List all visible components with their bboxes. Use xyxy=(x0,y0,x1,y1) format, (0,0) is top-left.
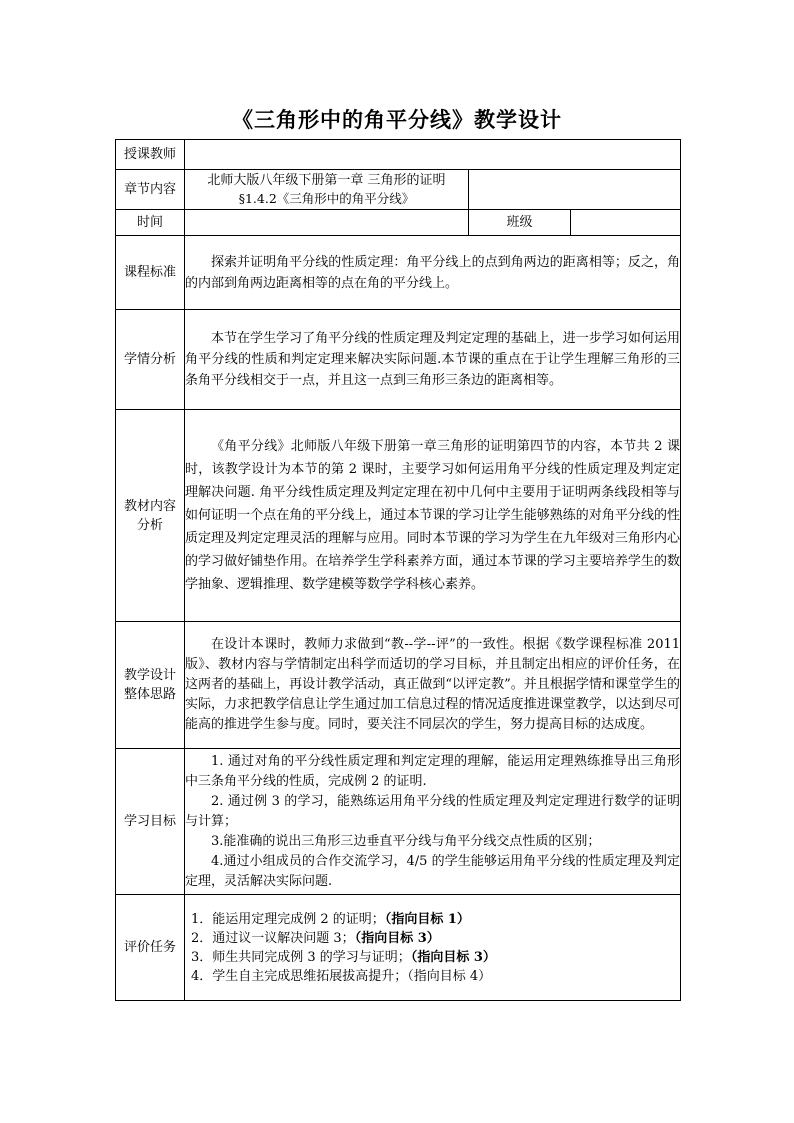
task-text: 2．通过议一议解决问题 3； xyxy=(191,930,355,946)
label-class: 班级 xyxy=(469,210,571,236)
goal-item: 1. 通过对角的平分线性质定理和判定定理的理解，能运用定理熟练推导出三角形中三条角平分线的性质，完成例 2 的证明. xyxy=(185,753,681,789)
task-text: 4．学生自主完成思维拓展拔高提升； xyxy=(191,968,408,984)
value-goals-cell xyxy=(185,749,681,895)
value-class xyxy=(571,210,681,236)
lesson-plan-table xyxy=(115,139,681,1001)
value-learner-cell xyxy=(185,310,681,410)
row-goals xyxy=(116,749,681,895)
value-tasks-cell xyxy=(185,895,681,1001)
label-tasks: 评价任务 xyxy=(116,895,185,1001)
row-design xyxy=(116,622,681,749)
value-design-cell xyxy=(185,622,681,749)
task-item xyxy=(185,967,676,986)
row-chapter xyxy=(116,170,681,210)
row-standard xyxy=(116,236,681,310)
label-design-line-1: 教学设计 xyxy=(123,668,176,683)
value-standard-cell xyxy=(185,236,681,310)
document-title: 《三角形中的角平分线》教学设计 xyxy=(232,107,562,132)
goal-item: 2. 通过例 3 的学习，能熟练运用角平分线的性质定理及判定定理进行数学的证明与计算； xyxy=(185,793,681,829)
label-standard: 课程标准 xyxy=(116,236,185,310)
row-tasks xyxy=(116,895,681,1001)
label-learner: 学情分析 xyxy=(116,310,185,410)
task-target: （指向目标 3） xyxy=(354,930,440,946)
design-text: 在设计本课时，教师力求做到“教--学--评”的一致性。根据《数学课程标准 2011 版》、教材内容与学情制定出科学而适切的学习目标，并且制定出相应的评价任务，在这两者的基础上，再设计教学活动，真正做到“以评定教”。并且根据学情和课堂学生的实际，力求把教学信息让学生通过加工信息过程的情况适度推进课堂教学，以达到尽可能高的推进学生参与度。同时，要关注不同层次的学生，努力提高目标的达成度。 xyxy=(185,637,681,732)
task-item xyxy=(185,948,676,967)
row-material xyxy=(116,410,681,622)
task-text: 1．能运用定理完成例 2 的证明； xyxy=(191,911,385,927)
value-material-cell xyxy=(185,410,681,622)
label-chapter: 章节内容 xyxy=(116,170,185,210)
row-time xyxy=(116,210,681,236)
learner-text: 本节在学生学习了角平分线的性质定理及判定定理的基础上，进一步学习如何运用角平分线的性质和判定定理来解决实际问题.本节课的重点在于让学生理解三角形的三条角平分线相交于一点，并且这一点到三角形三条边的距离相等。 xyxy=(185,331,681,388)
value-teacher xyxy=(185,140,681,170)
chapter-line-1: 北师大版八年级下册第一章 三角形的证明 xyxy=(207,172,446,188)
goal-item: 3.能准确的说出三角形三边垂直平分线与角平分线交点性质的区别； xyxy=(211,833,601,849)
label-material-line-2: 分析 xyxy=(136,517,163,533)
label-goals: 学习目标 xyxy=(116,749,185,895)
label-design xyxy=(116,622,185,749)
task-item xyxy=(185,910,676,929)
chapter-line-2: §1.4.2《三角形中的角平分线》 xyxy=(238,190,415,206)
task-target: （指向目标 1） xyxy=(384,911,470,927)
chapter-blank xyxy=(469,170,681,210)
task-item xyxy=(185,929,676,948)
task-text: 3．师生共同完成例 3 的学习与证明； xyxy=(191,949,411,965)
row-learner xyxy=(116,310,681,410)
row-teacher xyxy=(116,140,681,170)
standard-text: 探索并证明角平分线的性质定理：角平分线上的点到角两边的距离相等；反之，角的内部到角两边距离相等的点在角的平分线上。 xyxy=(185,254,681,291)
label-teacher: 授课教师 xyxy=(116,140,185,170)
task-target: （指向目标 4） xyxy=(407,968,492,984)
value-time xyxy=(185,210,469,236)
goal-item: 4.通过小组成员的合作交流学习，4/5 的学生能够运用角平分线的性质定理及判定定理，灵活解决实际问题. xyxy=(185,853,681,889)
task-target: （指向目标 3） xyxy=(410,949,496,965)
label-material xyxy=(116,410,185,622)
label-time: 时间 xyxy=(116,210,185,236)
label-material-line-1: 教材内容 xyxy=(123,498,176,514)
material-text: 《角平分线》北师版八年级下册第一章三角形的证明第四节的内容，本节共 2 课时，该教学设计为本节的第 2 课时，主要学习如何运用角平分线的性质定理及判定定理解决问题. 角平分线性质定理及判定定理在初中几何中主要用于证明两条线段相等与如何证明一个点在角的平分线上，通过本节课的学习让学生能够熟练的对角平分线的性质定理及判定定理灵活的理解与应用。同时本节课的学习为学生在九年级对三角形内心的学习做好铺垫作用。在培养学生学科素养方面，通过本节课的学习主要培养学生的数学抽象、逻辑推理、数学建模等数学学科核心素养。 xyxy=(185,439,681,592)
label-design-line-2: 整体思路 xyxy=(123,687,176,702)
value-chapter xyxy=(185,170,469,210)
